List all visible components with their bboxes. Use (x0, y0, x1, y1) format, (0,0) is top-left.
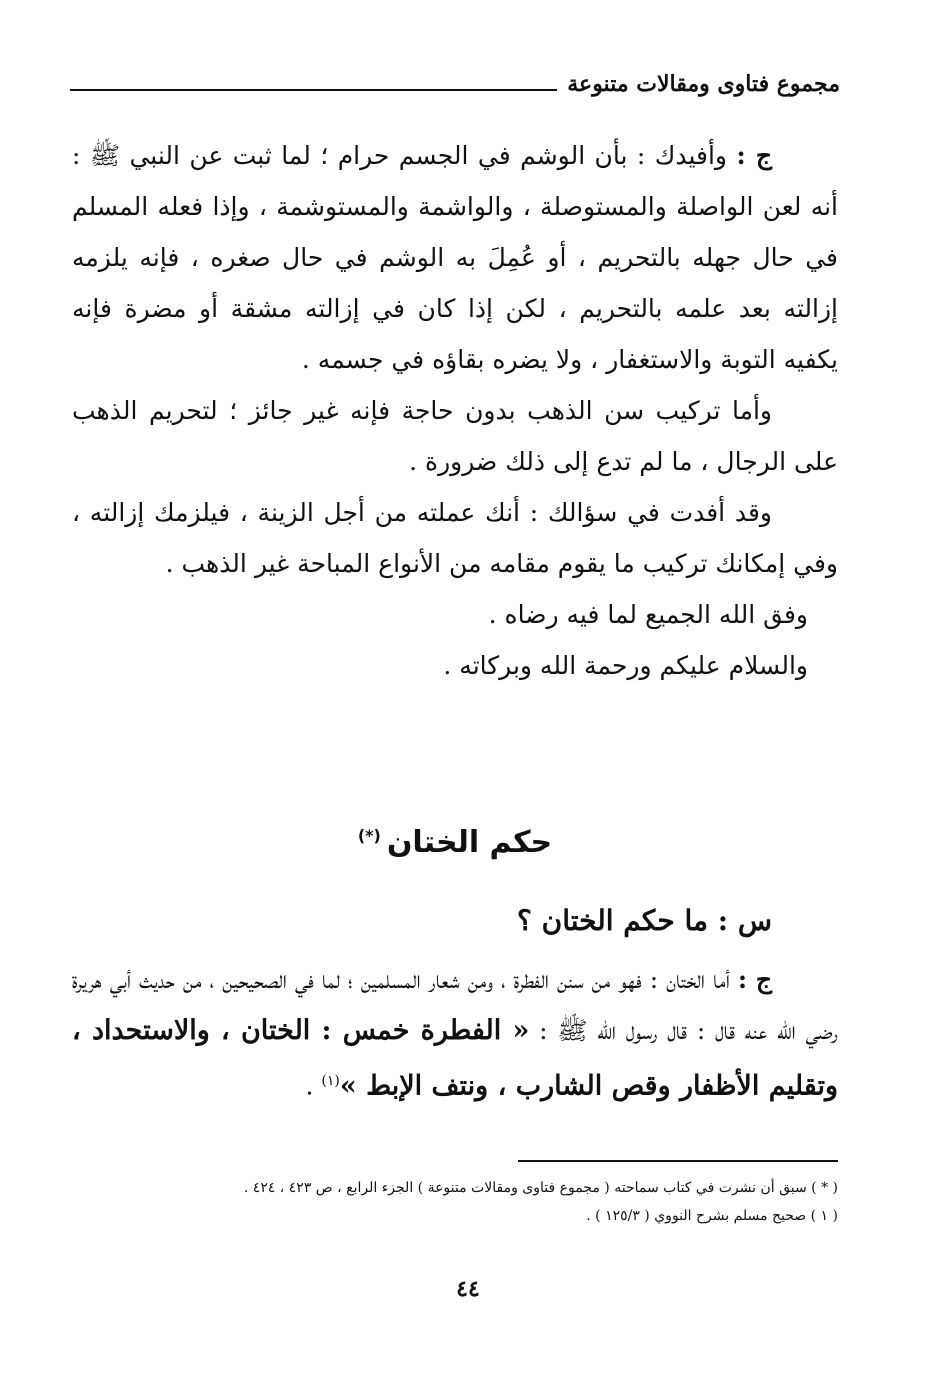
answer-paragraph-1 (72, 130, 838, 385)
answer-text: وأفيدك : بأن الوشم في الجسم حرام ؛ لما ثبت عن النبي ﷺ : أنه لعن الواصلة والمستوصلة ، والواشمة والمستوشمة ، وإذا فعله المسلم في حال جهله بالتحريم ، أو عُمِلَ به الوشم في حال صغره ، فإنه يلزمه إزالته بعد علمه بالتحريم ، لكن إذا كان في إزالته مشقة أو مضرة فإنه يكفيه التوبة والاستغفار ، ولا يضره بقاؤه في جسمه . (72, 141, 838, 374)
footnote-1: ( ١ ) صحيح مسلم بشرح النووي ( ١٢٥/٣ ) . (586, 1208, 838, 1224)
answer2-end: . (305, 1071, 314, 1101)
closing-line-2: والسلام عليكم ورحمة الله وبركاته . (443, 651, 808, 680)
footnote-rule (518, 1160, 838, 1162)
main-text (72, 130, 838, 691)
answer-label: ج : (736, 141, 772, 170)
question-label: س : (717, 904, 772, 937)
footnote-star: ( * ) سبق أن نشرت في كتاب سماحته ( مجموع فتاوى ومقالات متنوعة ) الجزء الرابع ، ص ٤٢٣ ، ٤٢٤ . (243, 1180, 838, 1196)
running-header (70, 66, 840, 102)
answer2-label: ج : (737, 965, 773, 994)
question-line (72, 904, 838, 937)
section-heading (72, 825, 838, 860)
header-rule (70, 89, 557, 91)
paragraph-decoration: وقد أفدت في سؤالك : أنك عملته من أجل الزينة ، فيلزمك إزالته ، وفي إمكانك تركيب ما يقوم مقامه من الأنواع المباحة غير الذهب . (72, 498, 838, 578)
hadith-quote: « الفطرة خمس : الختان ، والاستحداد ، وتقليم الأظفار وقص الشارب ، ونتف الإبط » (72, 1015, 838, 1102)
paragraph-gold-tooth: وأما تركيب سن الذهب بدون حاجة فإنه غير جائز ؛ لتحريم الذهب على الرجال ، ما لم تدع إلى ذلك ضرورة . (72, 396, 838, 476)
answer-block-2 (72, 954, 838, 1111)
footnote-marker-1: (١) (321, 1073, 340, 1089)
answer-paragraph-2 (72, 954, 838, 1111)
header-title: مجموع فتاوى ومقالات متنوعة (567, 71, 840, 97)
footnotes (150, 1174, 838, 1230)
section-title: حكم الختان (386, 825, 553, 860)
section-note-marker: (*) (357, 826, 381, 845)
page-number: ٤٤ (456, 1276, 480, 1302)
closing-line-1: وفق الله الجميع لما فيه رضاه . (488, 600, 808, 629)
question-text: ما حكم الختان ؟ (517, 904, 708, 937)
answer2-text: أما الختان : فهو من سنن الفطرة ، ومن شعار المسلمين ؛ لما في الصحيحين ، من حديث أبي هريرة رضي الله عنه قال : قال رسول الله ﷺ : (72, 965, 838, 1045)
